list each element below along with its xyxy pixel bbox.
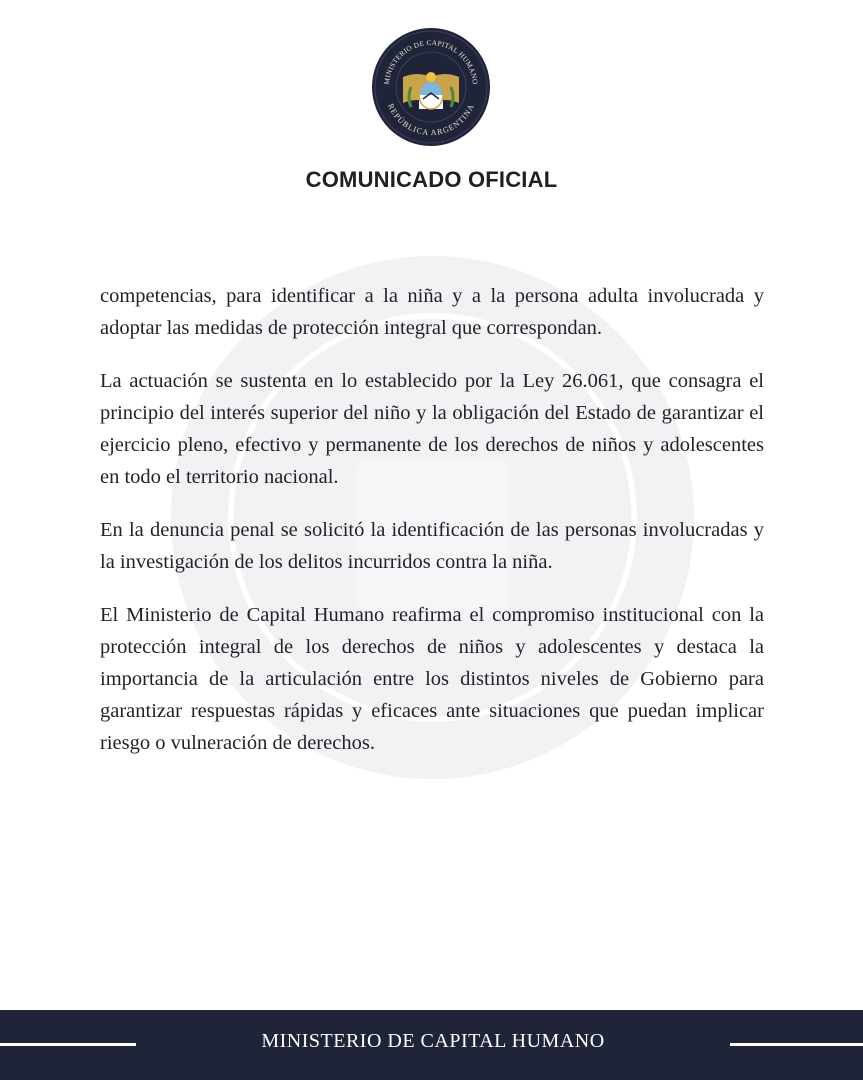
page-title: COMUNICADO OFICIAL bbox=[305, 167, 558, 192]
document-body bbox=[100, 280, 764, 780]
footer-divider-left bbox=[0, 1043, 136, 1046]
footer-label: MINISTERIO DE CAPITAL HUMANO bbox=[261, 1030, 605, 1052]
paragraph: La actuación se sustenta en lo establecido por la Ley 26.061, que consagra el principio del interés superior del niño y la obligación del Estado de garantizar el ejercicio pleno, efectivo y permanente de los derechos de niños y adolescentes en todo el territorio nacional. bbox=[100, 370, 764, 488]
ministry-seal-icon bbox=[371, 27, 491, 147]
paragraph: En la denuncia penal se solicitó la identificación de las personas involucradas y la investigación de los delitos incurridos contra la niña. bbox=[100, 519, 764, 573]
seal-top-text: MINISTERIO DE CAPITAL HUMANO bbox=[382, 38, 479, 85]
seal-bottom-text: REPÚBLICA ARGENTINA bbox=[385, 102, 477, 138]
paragraph: competencias, para identificar a la niña y a la persona adulta involucrada y adoptar las medidas de protección integral que correspondan. bbox=[100, 285, 764, 339]
footer-divider-right bbox=[730, 1043, 863, 1046]
paragraph: El Ministerio de Capital Humano reafirma el compromiso institucional con la protección integral de los derechos de niños y adolescentes y destaca la importancia de la articulación entre los distintos niveles de Gobierno para garantizar respuestas rápidas y eficaces ante situaciones que puedan implicar riesgo o vulneración de derechos. bbox=[100, 604, 764, 754]
footer-bar bbox=[0, 1010, 863, 1080]
